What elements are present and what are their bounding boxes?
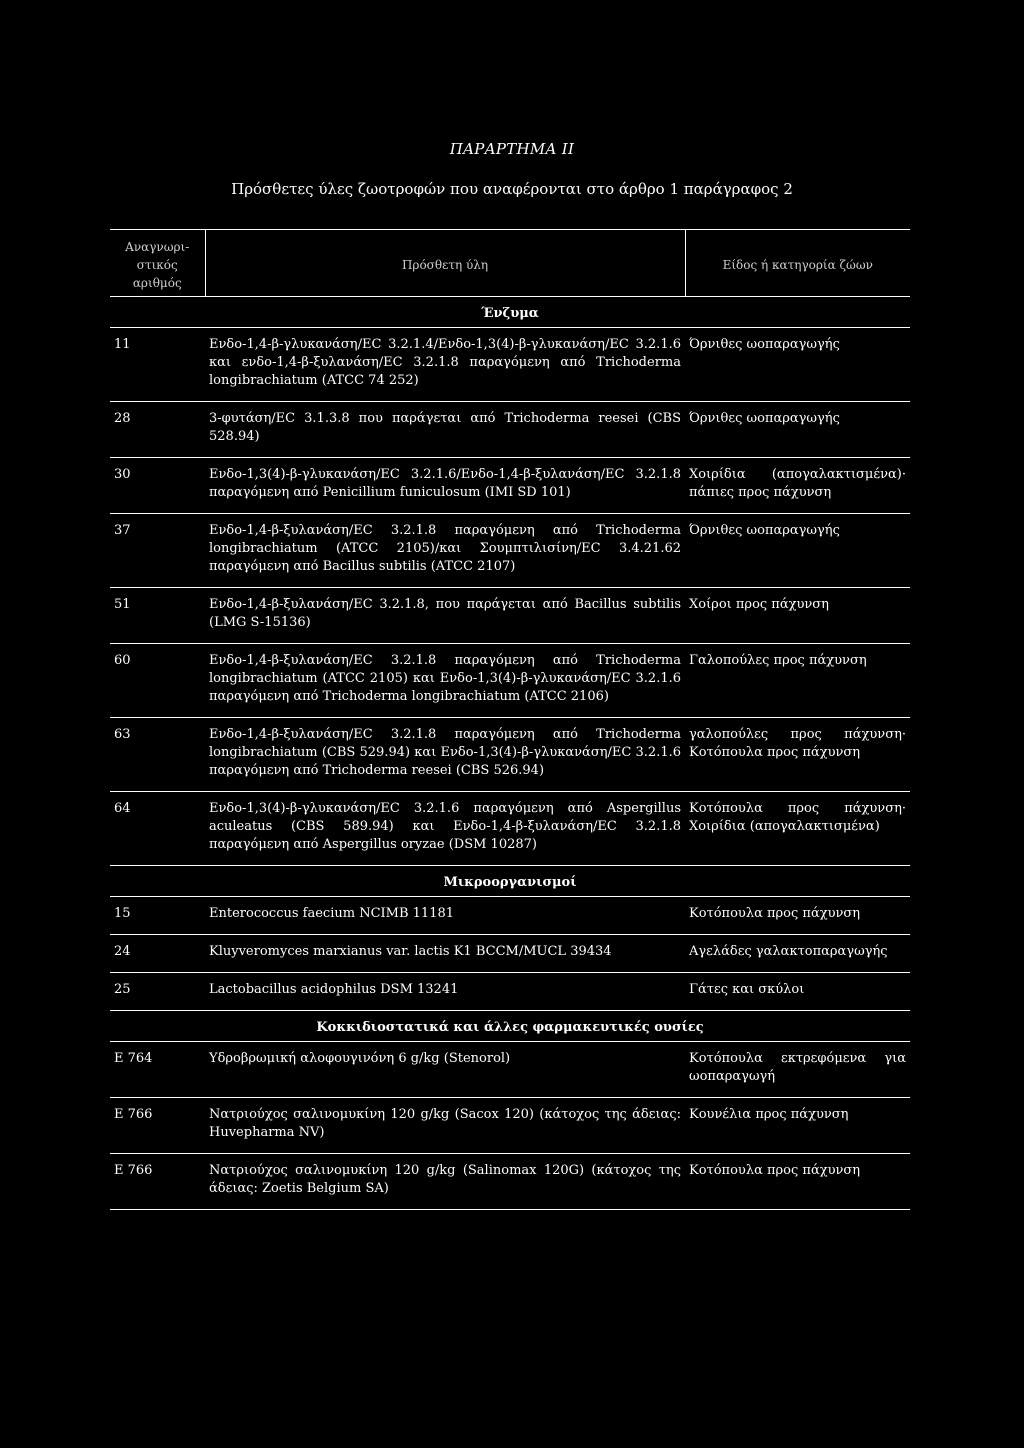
section-header-row	[110, 297, 910, 328]
table-row	[110, 935, 910, 973]
row-animal: Κοτόπουλα προς πάχυνση	[685, 1154, 910, 1210]
row-id: 30	[110, 458, 205, 514]
row-animal: Γάτες και σκύλοι	[685, 973, 910, 1011]
table-row	[110, 897, 910, 935]
table-row	[110, 458, 910, 514]
row-animal: Όρνιθες ωοπαραγωγής	[685, 402, 910, 458]
row-substance: Ενδο-1,4-β-ξυλανάση/EC 3.2.1.8 παραγόμενη από Trichoderma longibrachiatum (ATCC 2105) και Ενδο-1,3(4)-β-γλυκανάση/EC 3.2.1.6 παραγόμενη από Trichoderma longibrachiatum (ATCC 2106)	[205, 644, 685, 718]
header-animal: Είδος ή κατηγορία ζώων	[685, 230, 910, 297]
section-header-row	[110, 1011, 910, 1042]
row-substance: Ενδο-1,3(4)-β-γλυκανάση/EC 3.2.1.6 παραγόμενη από Aspergillus aculeatus (CBS 589.94) και Ενδο-1,4-β-ξυλανάση/EC 3.2.1.8 παραγόμενη από Aspergillus oryzae (DSM 10287)	[205, 792, 685, 866]
row-substance: Enterococcus faecium NCIMB 11181	[205, 897, 685, 935]
row-id: 11	[110, 328, 205, 402]
header-id: Αναγνωρι-στικός αριθμός	[110, 230, 205, 297]
table-row	[110, 718, 910, 792]
row-animal: Κοτόπουλα εκτρεφόμενα για ωοπαραγωγή	[685, 1042, 910, 1098]
annex-title: ΠΑΡΑΡΤΗΜΑ ΙΙ	[449, 140, 575, 158]
row-animal: Χοίροι προς πάχυνση	[685, 588, 910, 644]
table-row	[110, 1154, 910, 1210]
table-body	[110, 297, 910, 1210]
row-animal: γαλοπούλες προς πάχυνση· Κοτόπουλα προς πάχυνση	[685, 718, 910, 792]
table-row	[110, 328, 910, 402]
row-id: E 766	[110, 1154, 205, 1210]
row-animal: Χοιρίδια (απογαλακτισμένα)· πάπιες προς πάχυνση	[685, 458, 910, 514]
row-id: 60	[110, 644, 205, 718]
row-substance: Νατριούχος σαλινομυκίνη 120 g/kg (Sacox 120) (κάτοχος της άδειας: Huvepharma NV)	[205, 1098, 685, 1154]
header-substance: Πρόσθετη ύλη	[205, 230, 685, 297]
table-row	[110, 588, 910, 644]
table-header-row	[110, 230, 910, 297]
row-id: 25	[110, 973, 205, 1011]
table-row	[110, 644, 910, 718]
row-id: 37	[110, 514, 205, 588]
table-row	[110, 514, 910, 588]
row-id: 15	[110, 897, 205, 935]
row-substance: Ενδο-1,4-β-γλυκανάση/EC 3.2.1.4/Ενδο-1,3(4)-β-γλυκανάση/EC 3.2.1.6 και ενδο-1,4-β-ξυλανάση/EC 3.2.1.8 παραγόμενη από Trichoderma longibrachiatum (ATCC 74 252)	[205, 328, 685, 402]
row-id: 28	[110, 402, 205, 458]
row-animal: Κοτόπουλα προς πάχυνση· Χοιρίδια (απογαλακτισμένα)	[685, 792, 910, 866]
row-substance: Kluyveromyces marxianus var. lactis K1 BCCM/MUCL 39434	[205, 935, 685, 973]
row-id: 51	[110, 588, 205, 644]
table-row	[110, 792, 910, 866]
section-header-row	[110, 866, 910, 897]
row-substance: Υδροβρωμική αλοφουγινόνη 6 g/kg (Stenorol)	[205, 1042, 685, 1098]
row-animal: Κοτόπουλα προς πάχυνση	[685, 897, 910, 935]
table-row	[110, 1042, 910, 1098]
table-row	[110, 402, 910, 458]
row-animal: Αγελάδες γαλακτοπαραγωγής	[685, 935, 910, 973]
document-title: Πρόσθετες ύλες ζωοτροφών που αναφέρονται στο άρθρο 1 παράγραφος 2	[231, 180, 793, 198]
row-animal: Όρνιθες ωοπαραγωγής	[685, 328, 910, 402]
row-animal: Κουνέλια προς πάχυνση	[685, 1098, 910, 1154]
row-animal: Όρνιθες ωοπαραγωγής	[685, 514, 910, 588]
row-id: E 766	[110, 1098, 205, 1154]
additives-table	[110, 229, 910, 1210]
row-id: E 764	[110, 1042, 205, 1098]
table-row	[110, 1098, 910, 1154]
row-id: 64	[110, 792, 205, 866]
row-substance: Ενδο-1,4-β-ξυλανάση/EC 3.2.1.8 παραγόμενη από Trichoderma longibrachiatum (ATCC 2105)/και Σουμπτιλισίνη/EC 3.4.21.62 παραγόμενη από Bacillus subtilis (ATCC 2107)	[205, 514, 685, 588]
row-substance: Νατριούχος σαλινομυκίνη 120 g/kg (Salinomax 120G) (κάτοχος της άδειας: Zoetis Belgium SA)	[205, 1154, 685, 1210]
row-substance: 3-φυτάση/EC 3.1.3.8 που παράγεται από Trichoderma reesei (CBS 528.94)	[205, 402, 685, 458]
table-row	[110, 973, 910, 1011]
row-substance: Ενδο-1,4-β-ξυλανάση/EC 3.2.1.8, που παράγεται από Bacillus subtilis (LMG S-15136)	[205, 588, 685, 644]
row-substance: Ενδο-1,4-β-ξυλανάση/EC 3.2.1.8 παραγόμενη από Trichoderma longibrachiatum (CBS 529.94) και Ενδο-1,3(4)-β-γλυκανάση/EC 3.2.1.6 παραγόμενη από Trichoderma reesei (CBS 526.94)	[205, 718, 685, 792]
row-substance: Ενδο-1,3(4)-β-γλυκανάση/EC 3.2.1.6/Ενδο-1,4-β-ξυλανάση/EC 3.2.1.8 παραγόμενη από Penicillium funiculosum (IMI SD 101)	[205, 458, 685, 514]
row-id: 63	[110, 718, 205, 792]
row-animal: Γαλοπούλες προς πάχυνση	[685, 644, 910, 718]
row-id: 24	[110, 935, 205, 973]
section-title: Κοκκιδιοστατικά και άλλες φαρμακευτικές ουσίες	[110, 1011, 910, 1042]
section-title: Μικροοργανισμοί	[110, 866, 910, 897]
row-substance: Lactobacillus acidophilus DSM 13241	[205, 973, 685, 1011]
section-title: Ένζυμα	[110, 297, 910, 328]
